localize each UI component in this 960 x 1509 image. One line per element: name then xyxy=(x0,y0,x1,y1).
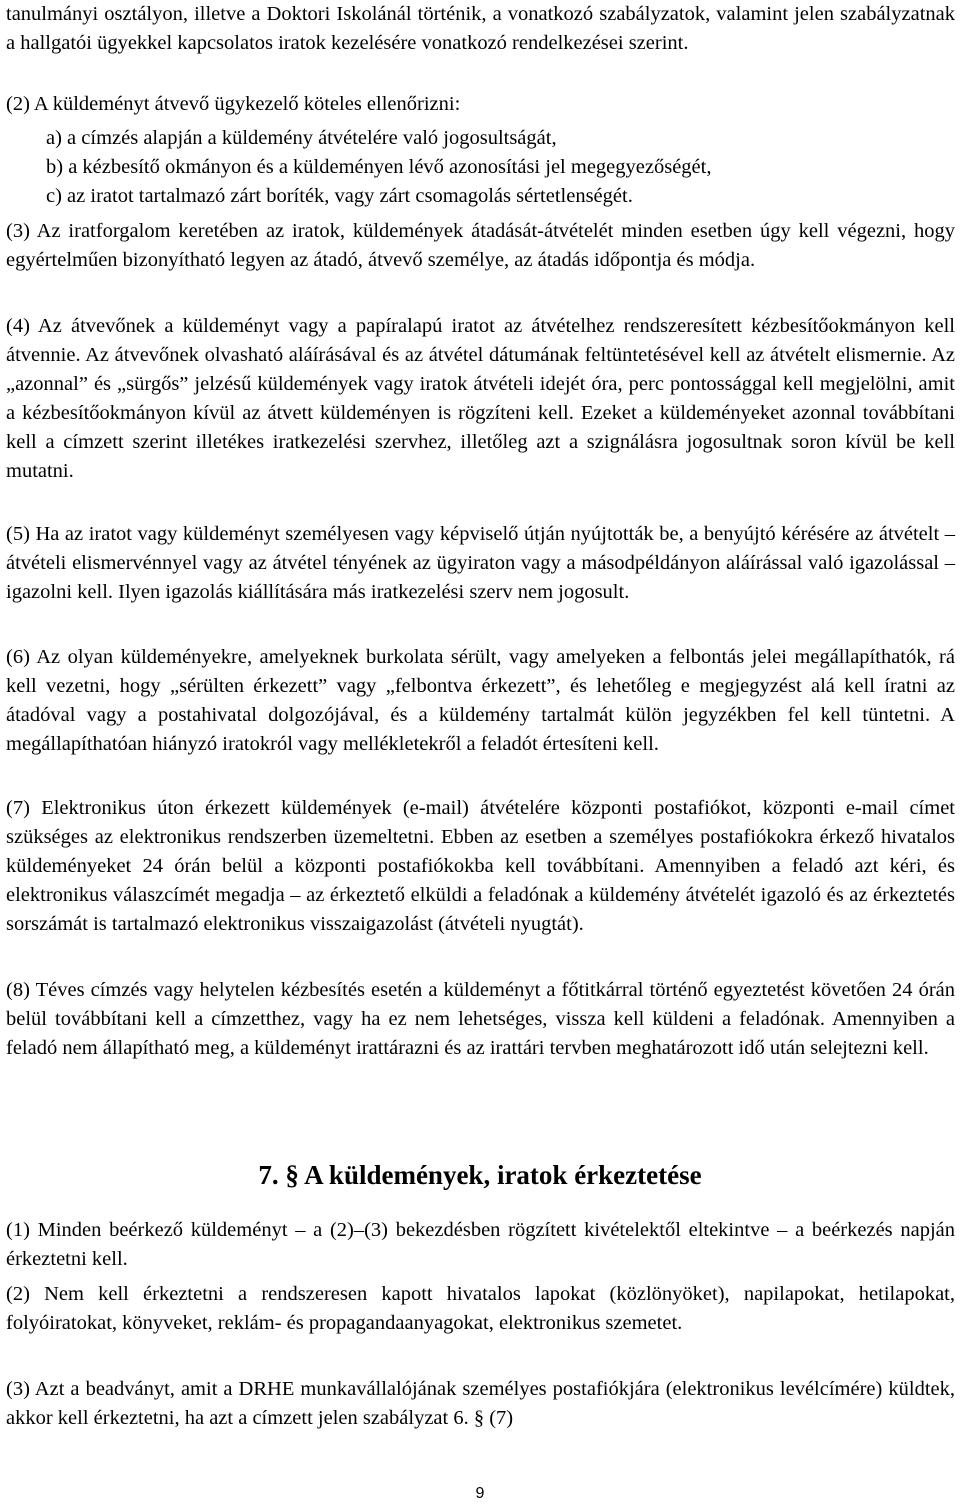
paragraph-4: (4) Az átvevőnek a küldeményt vagy a papíralapú iratot az átvételhez rendszeresített kézbesítőokmányon kell átvennie. Az átvevőnek olvasható aláírásával és az átvétel dátumának feltüntetésével kell az átvételt elismernie. Az „azonnal” és „sürgős” jelzésű küldemények vagy iratok átvételi idejét óra, perc pontossággal kell megjelölni, amit a kézbesítőokmányon kívül az átvett küldeményen is rögzíteni kell. Ezeket a küldeményeket azonnal továbbítani kell a címzett szerint illetékes iratkezelési szervhez, illetőleg azt a szignálásra jogosultnak soron kívül be kell mutatni. xyxy=(6,315,955,482)
page-number: 9 xyxy=(475,1485,485,1502)
section-heading: 7. § A küldemények, iratok érkeztetése xyxy=(258,1160,702,1190)
paragraph-3: (3) Az iratforgalom keretében az iratok, küldemények átadását-átvételét minden esetben úgy kell végezni, hogy egyértelműen bizonyítható legyen az átadó, átvevő személye, az átadás időpontja és módja. xyxy=(6,220,955,271)
paragraph-8: (8) Téves címzés vagy helytelen kézbesítés esetén a küldeményt a főtitkárral történő egyeztetést követően 24 órán belül továbbítani kell a címzetthez, vagy ha ez nem lehetséges, vissza kell küldeni a feladónak. Amennyiben a feladó nem állapítható meg, a küldeményt irattárazni és az irattári tervben meghatározott idő után selejtezni kell. xyxy=(6,979,955,1059)
intro-paragraph: tanulmányi osztályon, illetve a Doktori Iskolánál történik, a vonatkozó szabályzatok, valamint jelen szabályzatnak a hallgatói ügyekkel kapcsolatos iratok kezelésére vonatkozó rendelkezései szerint. xyxy=(6,3,955,54)
list-item-b: b) a kézbesítő okmányon és a küldeményen lévő azonosítási jel megegyezőségét, xyxy=(46,156,712,178)
section-7-paragraph-2: (2) Nem kell érkeztetni a rendszeresen kapott hivatalos lapokat (közlönyöket), napilapokat, hetilapokat, folyóiratokat, könyveket, reklám- és propagandaanyagokat, elektronikus szemetet. xyxy=(6,1283,955,1334)
paragraph-2-lead: (2) A küldeményt átvevő ügykezelő köteles ellenőrizni: xyxy=(6,93,461,115)
list-item-c: c) az iratot tartalmazó zárt boríték, vagy zárt csomagolás sértetlenségét. xyxy=(46,185,633,207)
section-7-paragraph-3: (3) Azt a beadványt, amit a DRHE munkavállalójának személyes postafiókjára (elektronikus levélcímére) küldtek, akkor kell érkeztetni, ha azt a címzett jelen szabályzat 6. § (7) xyxy=(6,1378,955,1429)
paragraph-6: (6) Az olyan küldeményekre, amelyeknek burkolata sérült, vagy amelyeken a felbontás jelei megállapíthatók, rá kell vezetni, hogy „sérülten érkezett” vagy „felbontva érkezett”, és lehetőleg e megjegyzést alá kell íratni az átadóval vagy a postahivatal dolgozójával, és a küldemény tartalmát külön jegyzékben fel kell tüntetni. A megállapíthatóan hiányzó iratokról vagy mellékletekről a feladót értesíteni kell. xyxy=(6,646,955,755)
paragraph-7: (7) Elektronikus úton érkezett küldemények (e-mail) átvételére központi postafiókot, központi e-mail címet szükséges az elektronikus rendszerben üzemeltetni. Ebben az esetben a személyes postafiókokra érkező hivatalos küldeményeket 24 órán belül a központi postafiókokba kell továbbítani. Amennyiben a feladó azt kéri, és elektronikus válaszcímét megadja – az érkeztető elküldi a feladónak a küldemény átvételét igazoló és az érkeztetés sorszámát is tartalmazó elektronikus visszaigazolást (átvételi nyugtát). xyxy=(6,797,955,935)
list-item-a: a) a címzés alapján a küldemény átvételére való jogosultságát, xyxy=(46,127,557,149)
section-7-paragraph-1: (1) Minden beérkező küldeményt – a (2)–(3) bekezdésben rögzített kivételektől eltekintve – a beérkezés napján érkeztetni kell. xyxy=(6,1219,955,1270)
paragraph-5: (5) Ha az iratot vagy küldeményt személyesen vagy képviselő útján nyújtották be, a benyújtó kérésére az átvételt – átvételi elismervénnyel vagy az átvétel tényének az ügyiraton vagy a másodpéldányon aláírással való igazolással – igazolni kell. Ilyen igazolás kiállítására más iratkezelési szerv nem jogosult. xyxy=(6,523,955,603)
